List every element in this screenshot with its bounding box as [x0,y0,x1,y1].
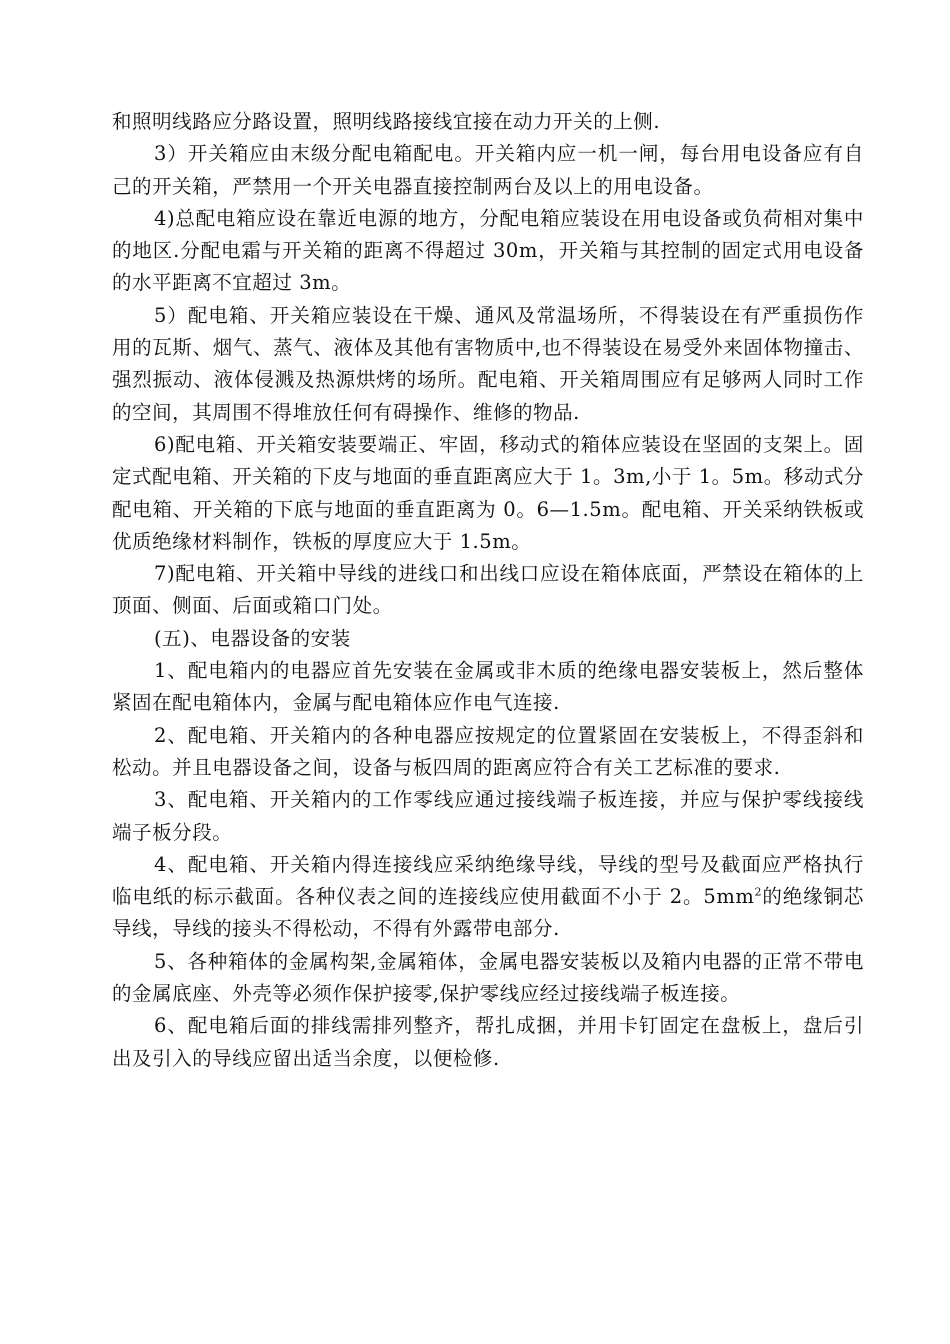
paragraph: 和照明线路应分路设置，照明线路接线宜接在动力开关的上侧. [112,110,661,133]
paragraph: 6)配电箱、开关箱安装要端正、牢固，移动式的箱体应装设在坚固的支架上。固定式配电箱、开关箱的下皮与地面的垂直距离应大于 1。3m,小于 1。5m。移动式分配电箱、开关箱的下底与地面的垂直距离为 0。6—1.5m。配电箱、开关采纳铁板或优质绝缘材料制作，铁板的厚度应大于 1.5m。 [112,432,864,553]
paragraph: 4)总配电箱应设在靠近电源的地方，分配电箱应装设在用电设备或负荷相对集中的地区.分配电霜与开关箱的距离不得超过 30m，开关箱与其控制的固定式用电设备的水平距离不宜超过 3m。 [112,206,864,295]
paragraph-text: 的绝缘铜芯导线，导线的接头不得松动，不得有外露带电部分. [112,885,864,941]
paragraph: 5、各种箱体的金属构架,金属箱体，金属电器安装板以及箱内电器的正常不带电的金属底座、外壳等必须作保护接零,保护零线应经过接线端子板连接。 [112,949,864,1006]
paragraph: 6、配电箱后面的排线需排列整齐，帮扎成捆，并用卡钉固定在盘板上，盘后引出及引入的导线应留出适当余度，以便检修. [112,1014,864,1070]
paragraph: 2、配电箱、开关箱内的各种电器应按规定的位置紧固在安装板上，不得歪斜和松动。并且电器设备之间，设备与板四周的距离应符合有关工艺标准的要求. [112,723,864,779]
paragraph [112,849,864,946]
superscript: 2 [754,885,763,899]
document-body [112,106,864,1075]
paragraph-text: 4、配电箱、开关箱内得连接线应采纳绝缘导线，导线的型号及截面应严格执行临电纸的标示截面。各种仪表之间的连接线应使用截面不小于 2。5mm [112,852,864,909]
paragraph: 5）配电箱、开关箱应装设在干燥、通风及常温场所，不得装设在有严重损伤作用的瓦斯、烟气、蒸气、液体及其他有害物质中,也不得装设在易受外来固体物撞击、强烈振动、液体侵溅及热源烘烤的场所。配电箱、开关箱周围应有足够两人同时工作的空间，其周围不得堆放任何有碍操作、维修的物品. [112,303,864,424]
paragraph: 3、配电箱、开关箱内的工作零线应通过接线端子板连接，并应与保护零线接线端子板分段。 [112,788,864,844]
paragraph: 1、配电箱内的电器应首先安装在金属或非木质的绝缘电器安装板上，然后整体紧固在配电箱体内，金属与配电箱体应作电气连接. [112,659,864,715]
paragraph: 7)配电箱、开关箱中导线的进线口和出线口应设在箱体底面，严禁设在箱体的上顶面、侧面、后面或箱口门处。 [112,562,864,618]
paragraph: 3）开关箱应由末级分配电箱配电。开关箱内应一机一闸，每台用电设备应有自己的开关箱，严禁用一个开关电器直接控制两台及以上的用电设备。 [112,142,864,198]
section-heading: (五)、电器设备的安装 [154,626,351,650]
